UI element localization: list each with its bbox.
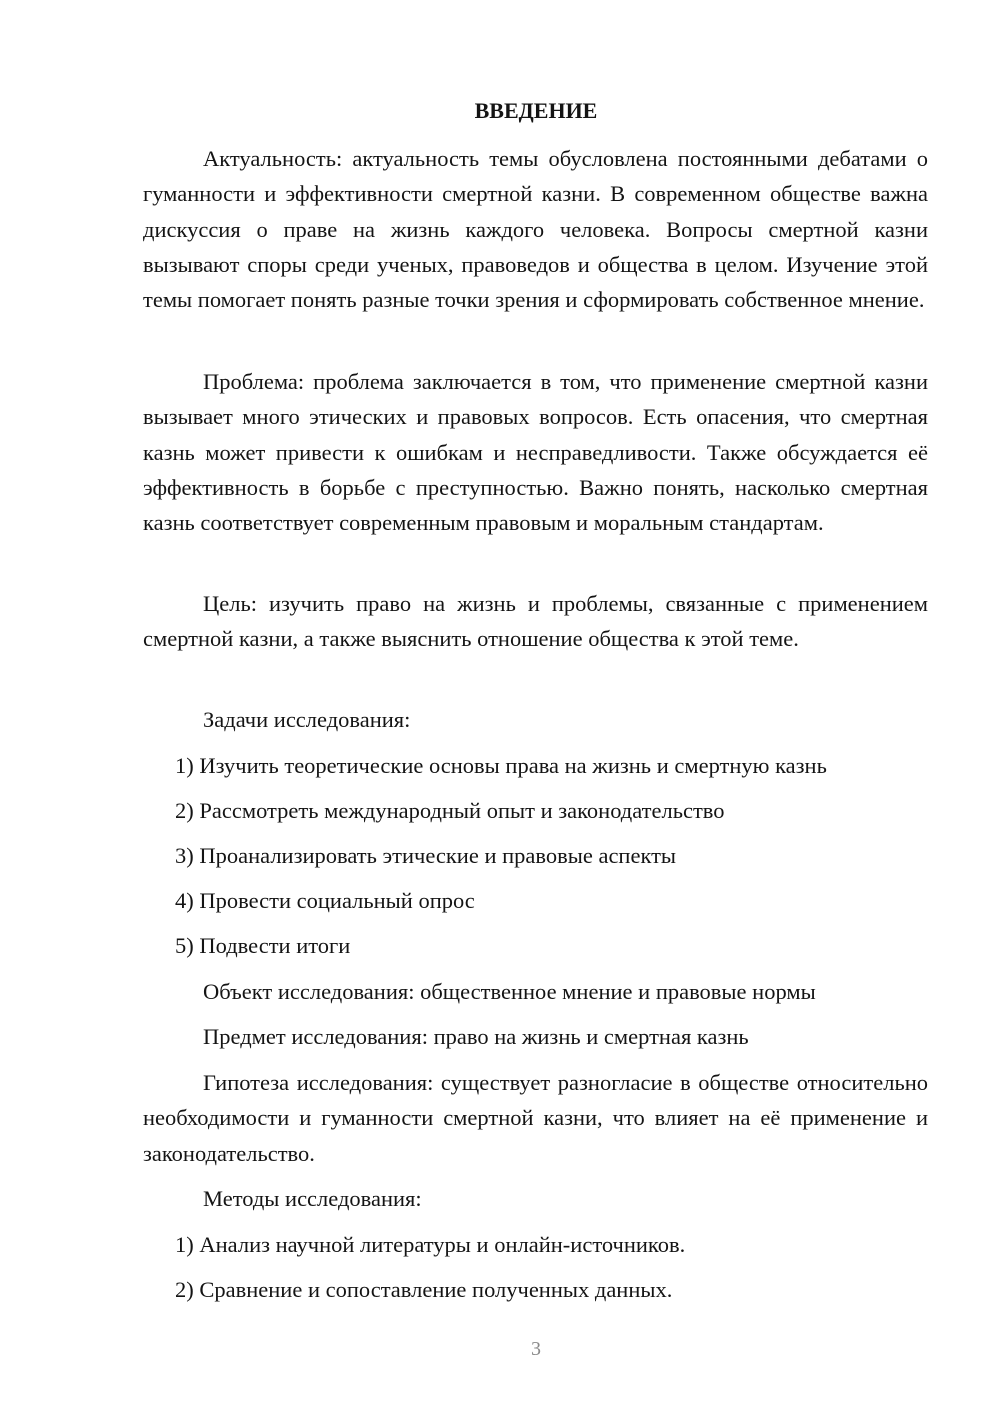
paragraph-relevance: Актуальность: актуальность темы обусловлена постоянными дебатами о гуманности и эффективности смертной казни. В современном обществе важна дискуссия о праве на жизнь каждого человека. Вопросы смертной казни вызывают споры среди ученых, правоведов и общества в целом. Изучение этой темы помогает понять разные точки зрения и сформировать собственное мнение.	[143, 146, 928, 313]
paragraph-hypothesis: Гипотеза исследования: существует разногласие в обществе относительно необходимости и гуманности смертной казни, что влияет на её применение и законодательство.	[143, 1070, 928, 1166]
tasks-heading: Задачи исследования:	[203, 707, 411, 732]
page-number: 3	[531, 1338, 541, 1360]
research-object: Объект исследования: общественное мнение и правовые нормы	[203, 979, 816, 1004]
task-item: 4) Провести социальный опрос	[175, 888, 475, 913]
research-subject: Предмет исследования: право на жизнь и смертная казнь	[203, 1024, 749, 1049]
task-item: 3) Проанализировать этические и правовые аспекты	[175, 843, 677, 868]
methods-heading: Методы исследования:	[203, 1186, 422, 1211]
page-title: ВВЕДЕНИЕ	[474, 98, 598, 123]
task-item: 5) Подвести итоги	[175, 933, 351, 958]
task-item: 2) Рассмотреть международный опыт и законодательство	[175, 798, 725, 823]
paragraph-goal: Цель: изучить право на жизнь и проблемы, связанные с применением смертной казни, а также выяснить отношение общества к этой теме.	[143, 591, 928, 652]
method-item: 2) Сравнение и сопоставление полученных данных.	[175, 1277, 673, 1302]
task-item: 1) Изучить теоретические основы права на жизнь и смертную казнь	[175, 753, 827, 778]
method-item: 1) Анализ научной литературы и онлайн-источников.	[175, 1232, 686, 1257]
paragraph-problem: Проблема: проблема заключается в том, что применение смертной казни вызывает много этических и правовых вопросов. Есть опасения, что смертная казнь может привести к ошибкам и несправедливости. Также обсуждается её эффективность в борьбе с преступностью. Важно понять, насколько смертная казнь соответствует современным правовым и моральным стандартам.	[143, 369, 928, 536]
